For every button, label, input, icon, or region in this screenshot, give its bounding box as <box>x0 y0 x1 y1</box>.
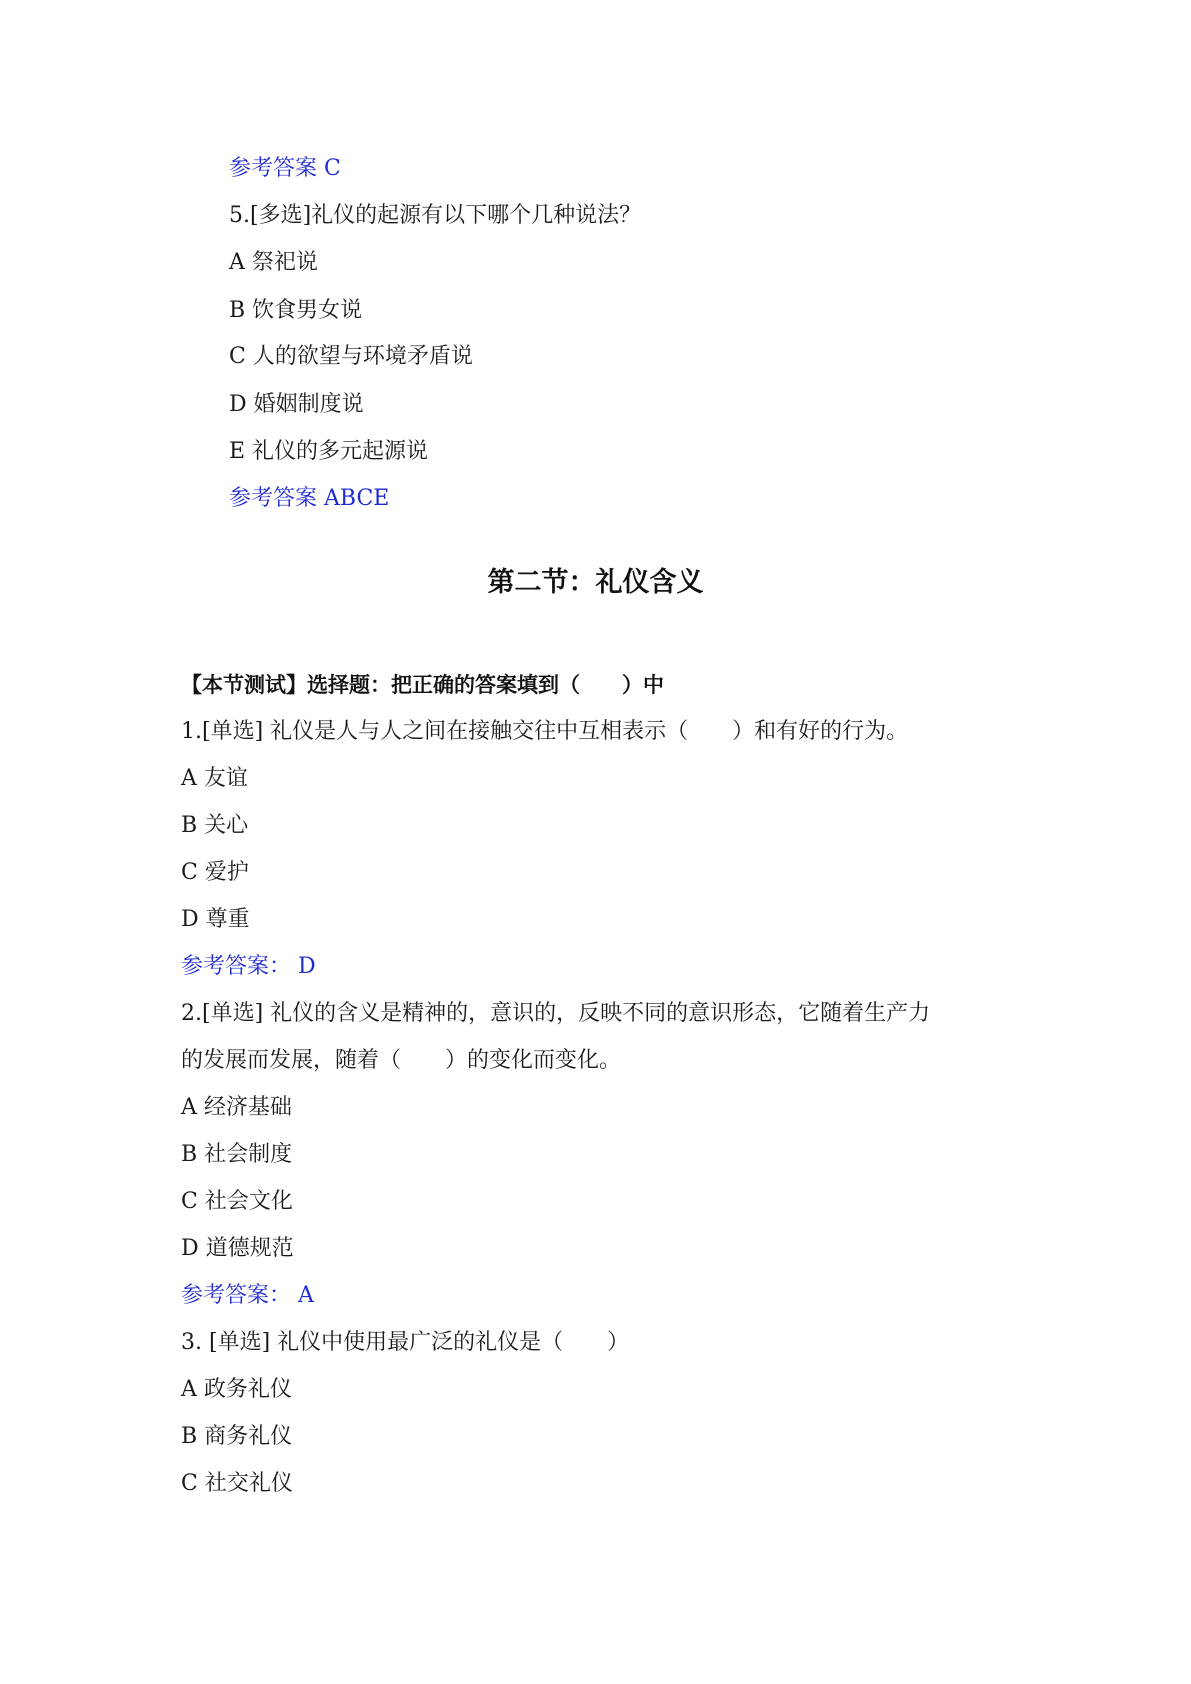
q1-option-d: D 尊重 <box>181 907 250 932</box>
q2-question-line1: 2.[单选] 礼仪的含义是精神的，意识的，反映不同的意识形态，它随着生产力 <box>181 1001 931 1026</box>
q2-option-b: B 社会制度 <box>181 1142 293 1167</box>
q2-answer: 参考答案： A <box>181 1283 314 1308</box>
q5-answer: 参考答案 ABCE <box>229 486 390 511</box>
q1-answer: 参考答案： D <box>181 954 316 979</box>
q3-question: 3. [单选] 礼仪中使用最广泛的礼仪是（ ） <box>181 1330 630 1355</box>
q1-option-a: A 友谊 <box>181 766 248 791</box>
q3-option-b: B 商务礼仪 <box>181 1424 293 1449</box>
q4-answer: 参考答案 C <box>229 156 341 181</box>
q3-option-c: C 社交礼仪 <box>181 1471 293 1496</box>
q5-option-a: A 祭祀说 <box>229 250 318 275</box>
q5-question: 5.[多选]礼仪的起源有以下哪个几种说法？ <box>229 203 642 228</box>
q5-option-c: C 人的欲望与环境矛盾说 <box>229 344 473 369</box>
q5-option-d: D 婚姻制度说 <box>229 392 364 417</box>
q1-option-c: C 爱护 <box>181 860 249 885</box>
q2-option-d: D 道德规范 <box>181 1236 294 1261</box>
test-heading: 【本节测试】选择题：把正确的答案填到（ ）中 <box>181 673 664 697</box>
q1-question: 1.[单选] 礼仪是人与人之间在接触交往中互相表示（ ）和有好的行为。 <box>181 719 909 744</box>
q1-option-b: B 关心 <box>181 813 249 838</box>
q5-option-b: B 饮食男女说 <box>229 298 363 323</box>
q3-option-a: A 政务礼仪 <box>181 1377 292 1402</box>
q2-question-line2: 的发展而发展，随着（ ）的变化而变化。 <box>181 1048 622 1073</box>
q5-option-e: E 礼仪的多元起源说 <box>229 439 429 464</box>
q2-option-c: C 社会文化 <box>181 1189 293 1214</box>
section-title: 第二节：礼仪含义 <box>487 567 704 598</box>
q2-option-a: A 经济基础 <box>181 1095 292 1120</box>
